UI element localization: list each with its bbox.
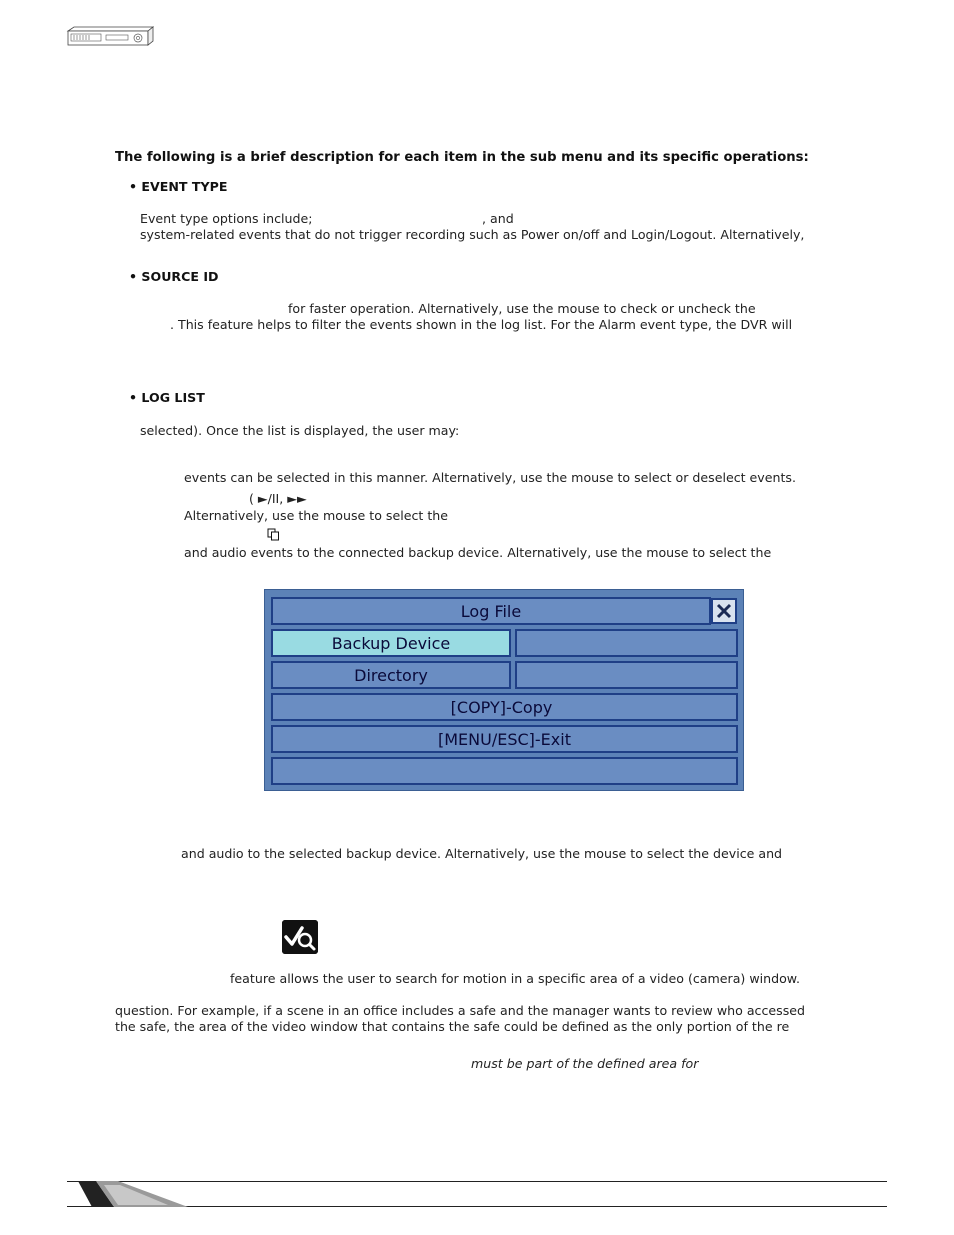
motion-line1: feature allows the user to search for motion in a specific area of a video (camera) window.: [230, 971, 800, 986]
exit-label: [MENU/ESC]-Exit: [438, 729, 571, 749]
log-list-line3: ( ►/II, ►►: [249, 491, 307, 506]
motion-line2: question. For example, if a scene in an office includes a safe and the manager wants to review who accessed: [115, 1003, 805, 1018]
footer-rule-bottom: [67, 1206, 887, 1207]
copy-label: [COPY]-Copy: [450, 697, 553, 717]
source-id-line2: . This feature helps to filter the events shown in the log list. For the Alarm event type, the DVR will: [170, 317, 793, 332]
after-dialog-line1: and audio to the selected backup device. Alternatively, use the mouse to select the device and: [181, 846, 783, 861]
footer-tab-graphic: [78, 1181, 188, 1207]
backup-device-value[interactable]: [515, 629, 738, 657]
directory-label: Directory: [354, 665, 428, 685]
log-list-line1: selected). Once the list is displayed, the user may:: [140, 423, 460, 438]
dvr-unit-icon: [66, 26, 154, 46]
intro-text: The following is a brief description for each item in the sub menu and its specific operations:: [115, 150, 809, 165]
event-type-line1b: , and: [482, 211, 514, 226]
smart-search-icon: [282, 920, 318, 954]
motion-line3: the safe, the area of the video window that contains the safe could be defined as the only portion of the re: [115, 1019, 790, 1034]
directory-button[interactable]: [271, 661, 511, 689]
log-list-line2: events can be selected in this manner. Alternatively, use the mouse to select or deselect events.: [184, 470, 796, 485]
dialog-title-bar: [271, 597, 711, 625]
log-file-dialog: [264, 589, 744, 791]
copy-button[interactable]: [271, 693, 738, 721]
copy-icon: [267, 528, 280, 541]
exit-button[interactable]: [271, 725, 738, 753]
log-list-heading: • LOG LIST: [129, 390, 205, 405]
event-type-heading: • EVENT TYPE: [129, 179, 228, 194]
log-list-line5: and audio events to the connected backup device. Alternatively, use the mouse to select the: [184, 545, 772, 560]
motion-line4: must be part of the defined area for: [471, 1056, 699, 1071]
dialog-title: Log File: [460, 601, 522, 621]
backup-device-button[interactable]: [271, 629, 511, 657]
footer-rule-top: [67, 1181, 887, 1182]
close-icon: [715, 602, 733, 620]
directory-value[interactable]: [515, 661, 738, 689]
source-id-heading: • SOURCE ID: [129, 269, 219, 284]
event-type-line2: system-related events that do not trigger recording such as Power on/off and Login/Logout. Alternatively,: [140, 227, 805, 242]
status-bar: [271, 757, 738, 785]
source-id-line1: for faster operation. Alternatively, use the mouse to check or uncheck the: [288, 301, 756, 316]
backup-device-label: Backup Device: [331, 633, 451, 653]
log-list-line4: Alternatively, use the mouse to select the: [184, 508, 449, 523]
close-button[interactable]: [711, 598, 737, 624]
event-type-line1a: Event type options include;: [140, 211, 313, 226]
